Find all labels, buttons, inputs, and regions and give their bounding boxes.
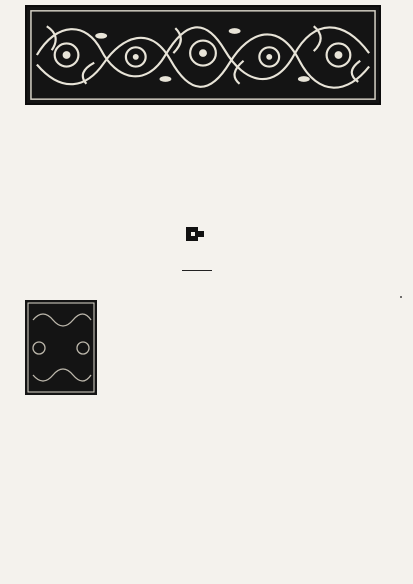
floral-ornament-icon <box>27 7 379 103</box>
printer-mark-icon <box>186 227 204 241</box>
drop-cap-initial <box>25 300 97 395</box>
divider-rule <box>182 270 212 271</box>
page-speck <box>400 296 402 298</box>
ornamental-header-banner <box>25 5 381 105</box>
